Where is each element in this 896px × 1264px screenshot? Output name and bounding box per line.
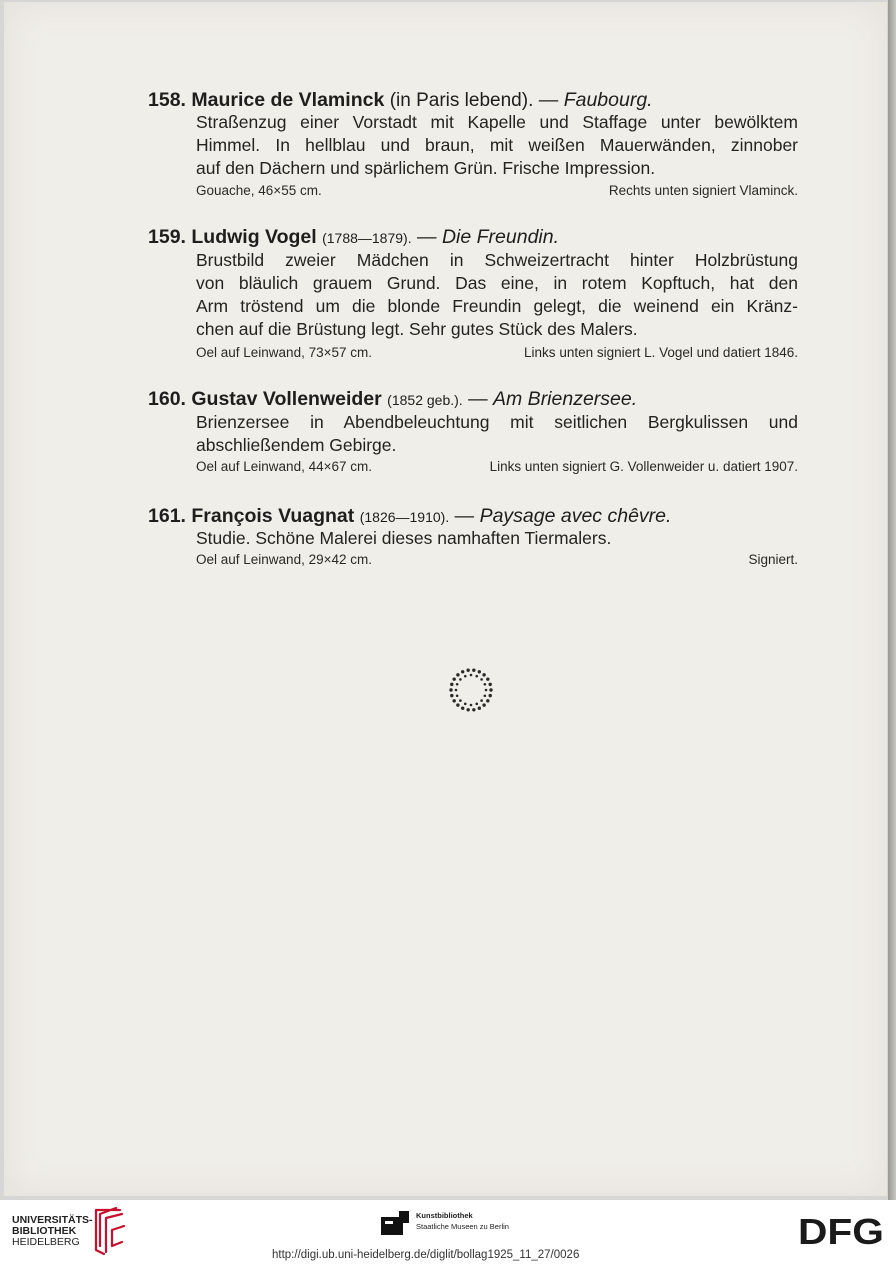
ornament-dot (456, 683, 459, 686)
kunstbibliothek-title: Kunstbibliothek (416, 1211, 473, 1220)
title-dash: — (538, 89, 559, 111)
ornament-dot (484, 694, 487, 697)
ornament-dot (452, 699, 455, 702)
page-edge-shadow (888, 0, 896, 1200)
ornament-dot (470, 704, 473, 707)
ornament-dot (482, 703, 485, 706)
entry-meta (196, 551, 798, 569)
heidelberg-library-wordmark (12, 1215, 93, 1248)
ornament-dot (464, 675, 467, 678)
heidelberg-library-logo-icon (90, 1206, 126, 1256)
artwork-title: Am Brienzersee. (493, 388, 638, 410)
ornament-dot (480, 699, 483, 702)
library-line-1: UNIVERSITÄTS- (12, 1214, 93, 1226)
artist-years: (in Paris lebend). (389, 90, 534, 111)
ornament-dot (450, 683, 453, 686)
description-line: Brustbild zweier Mädchen in Schweizertracht hinter Holzbrüstung (196, 250, 798, 270)
ornament-dot (475, 675, 478, 678)
library-line-3: HEIDELBERG (12, 1236, 80, 1248)
entry-description (196, 111, 798, 180)
source-url[interactable]: http://digi.ub.uni-heidelberg.de/diglit/bollag1925_11_27/0026 (272, 1249, 580, 1261)
ornament-dot (488, 694, 491, 697)
ornament-dot (449, 688, 452, 691)
signature-note: Links unten signiert L. Vogel und datiert 1846. (524, 345, 798, 360)
artist-years: (1852 geb.). (387, 392, 463, 408)
ornament-dot (456, 673, 459, 676)
description-line: abschließendem Gebirge. (196, 435, 397, 455)
description-line: Studie. Schöne Malerei dieses namhaften Tiermalers. (196, 528, 612, 548)
entry-number: 158. (148, 89, 186, 111)
description-line: Himmel. In hellblau und braun, mit weißen Mauerwänden, zinnober (196, 135, 798, 155)
entry-meta (196, 344, 798, 362)
dfg-logo-text: DFG (798, 1216, 884, 1246)
ornament-dot (486, 699, 489, 702)
entry-number: 160. (148, 388, 186, 410)
signature-note: Rechts unten signiert Vlaminck. (608, 183, 798, 198)
entry-heading (148, 503, 848, 530)
title-dash: — (417, 226, 437, 248)
description-line: von bläulich grauem Grund. Das eine, in rotem Kopftuch, hat den (196, 273, 798, 293)
artist-name: François Vuagnat (191, 505, 355, 527)
entry-description (196, 249, 798, 341)
ornament-dot (450, 694, 453, 697)
entry-number: 161. (148, 505, 186, 527)
description-line: auf den Dächern und spärlichem Grün. Frische Impression. (196, 158, 656, 178)
ornament-dot (482, 673, 485, 676)
ornament-dot (466, 708, 469, 711)
ornament-dot (475, 703, 478, 706)
artist-name: Maurice de Vlaminck (191, 89, 385, 111)
ornament-dot (486, 677, 489, 680)
signature-note: Links unten signiert G. Vollenweider u. datiert 1907. (489, 459, 798, 474)
title-dash: — (468, 388, 488, 410)
dfg-logo (798, 1216, 884, 1246)
kunstbibliothek-logo-icon (381, 1211, 409, 1235)
signature-note: Signiert. (748, 552, 798, 567)
library-line-2: BIBLIOTHEK (12, 1225, 77, 1237)
ornament-dot (461, 670, 464, 673)
ornament-dot (485, 689, 488, 692)
ornament-dot (459, 678, 462, 681)
artist-name: Ludwig Vogel (191, 226, 317, 248)
description-line: Arm tröstend um die blonde Freundin gelegt, die weinend ein Kränz- (196, 296, 798, 316)
medium-dimensions: Oel auf Leinwand, 29×42 cm. (196, 552, 372, 567)
artist-years: (1788—1879). (322, 230, 412, 246)
entry-heading (148, 386, 848, 413)
artist-years: (1826—1910). (359, 509, 450, 525)
artwork-title: Die Freundin. (441, 226, 560, 248)
entry-heading (148, 224, 848, 251)
ornament-dot (488, 683, 491, 686)
title-dash: — (454, 505, 475, 527)
description-line: Straßenzug einer Vorstadt mit Kapelle und Staffage unter bewölktem (196, 112, 798, 132)
medium-dimensions: Oel auf Leinwand, 44×67 cm. (196, 459, 372, 474)
ornament-dot (484, 683, 487, 686)
dotted-ring-ornament (447, 666, 495, 714)
ornament-dot (472, 669, 475, 672)
description-line: Brienzersee in Abendbeleuchtung mit seitlichen Bergkulissen und (196, 412, 798, 432)
entry-meta (196, 182, 798, 200)
ornament-dot (456, 703, 459, 706)
ornament-dot (478, 706, 481, 709)
entry-description (196, 527, 798, 550)
ornament-dot (470, 674, 473, 677)
ornament-dot (461, 706, 464, 709)
entry-description (196, 411, 798, 457)
kunstbibliothek-wordmark (416, 1210, 509, 1232)
kunstbibliothek-subtitle: Staatliche Museen zu Berlin (416, 1222, 509, 1231)
entry-heading (148, 87, 848, 114)
entry-meta (196, 458, 798, 476)
ornament-dot (464, 703, 467, 706)
ornament-dot (452, 677, 455, 680)
medium-dimensions: Oel auf Leinwand, 73×57 cm. (196, 345, 372, 360)
ornament-dot (459, 699, 462, 702)
entry-number: 159. (148, 226, 186, 248)
description-line: chen auf die Brüstung legt. Sehr gutes Stück des Malers. (196, 319, 638, 339)
ornament-dot (472, 708, 475, 711)
ornament-dot (489, 688, 492, 691)
artwork-title: Paysage avec chêvre. (479, 505, 672, 527)
artist-name: Gustav Vollenweider (191, 388, 382, 410)
artwork-title: Faubourg. (563, 89, 653, 111)
ornament-dot (455, 689, 458, 692)
ornament-dot (466, 669, 469, 672)
ornament-dot (478, 670, 481, 673)
medium-dimensions: Gouache, 46×55 cm. (196, 183, 322, 198)
ornament-dot (480, 678, 483, 681)
ornament-dot (456, 694, 459, 697)
